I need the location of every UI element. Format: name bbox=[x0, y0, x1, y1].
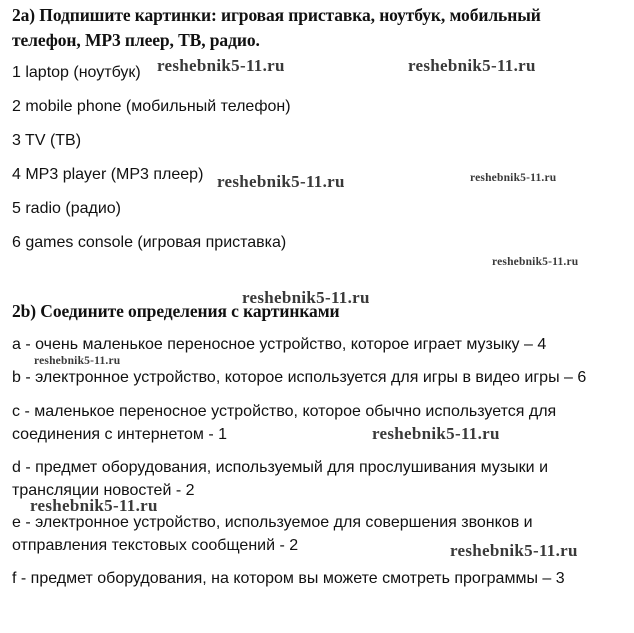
definition-c-line1: c - маленькое переносное устройство, которое обычно используется для bbox=[12, 403, 557, 420]
section-a-heading-line1: 2a) Подпишите картинки: игровая приставка, ноутбук, мобильный bbox=[12, 5, 541, 25]
watermark: reshebnik5-11.ru bbox=[242, 288, 370, 307]
watermark: reshebnik5-11.ru bbox=[408, 56, 536, 75]
definition-f: f - предмет оборудования, на котором вы можете смотреть программы – 3 bbox=[12, 570, 565, 587]
watermark: reshebnik5-11.ru bbox=[30, 496, 158, 515]
definition-d-line2: трансляции новостей - 2 bbox=[12, 482, 195, 499]
list-item-mobile-phone: 2 mobile phone (мобильный телефон) bbox=[12, 98, 291, 115]
list-item-games-console: 6 games console (игровая приставка) bbox=[12, 234, 287, 251]
definition-a: a - очень маленькое переносное устройство, которое играет музыку – 4 bbox=[12, 336, 547, 353]
list-item-tv: 3 TV (ТВ) bbox=[12, 132, 82, 149]
watermark: reshebnik5-11.ru bbox=[492, 256, 579, 268]
definition-d-line1: d - предмет оборудования, используемый для прослушивания музыки и bbox=[12, 459, 548, 476]
watermark: reshebnik5-11.ru bbox=[34, 355, 121, 367]
list-item-radio: 5 radio (радио) bbox=[12, 200, 121, 217]
section-b-heading: 2b) Соедините определения с картинками bbox=[12, 301, 340, 321]
watermark: reshebnik5-11.ru bbox=[470, 172, 557, 184]
watermark: reshebnik5-11.ru bbox=[450, 541, 578, 560]
watermark: reshebnik5-11.ru bbox=[217, 172, 345, 191]
definition-b: b - электронное устройство, которое используется для игры в видео игры – 6 bbox=[12, 369, 587, 386]
watermark: reshebnik5-11.ru bbox=[372, 424, 500, 443]
watermark: reshebnik5-11.ru bbox=[157, 56, 285, 75]
definition-e-line1: e - электронное устройство, используемое для совершения звонков и bbox=[12, 514, 533, 531]
section-a-heading-line2: телефон, MP3 плеер, ТВ, радио. bbox=[12, 30, 260, 50]
definition-c-line2: соединения с интернетом - 1 bbox=[12, 426, 228, 443]
definition-e-line2: отправления текстовых сообщений - 2 bbox=[12, 537, 299, 554]
list-item-mp3-player: 4 MP3 player (MP3 плеер) bbox=[12, 166, 204, 183]
list-item-laptop: 1 laptop (ноутбук) bbox=[12, 64, 141, 81]
